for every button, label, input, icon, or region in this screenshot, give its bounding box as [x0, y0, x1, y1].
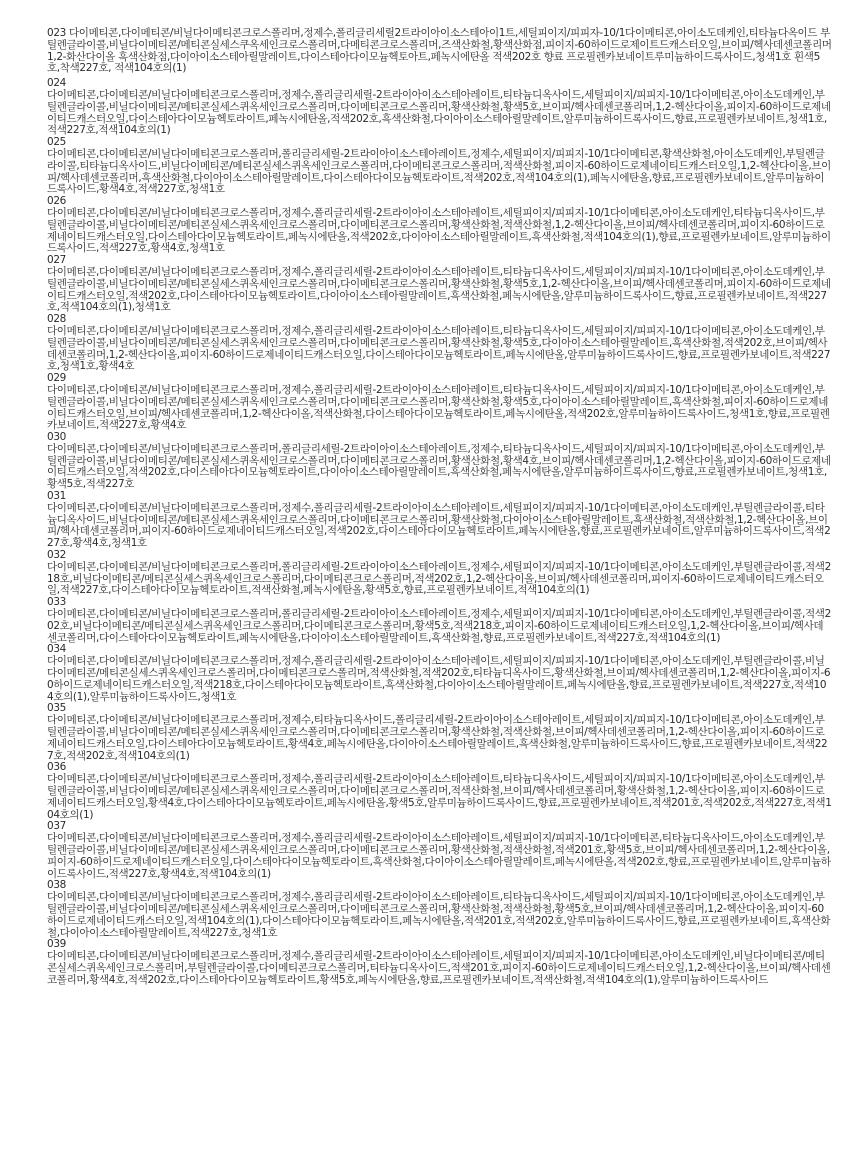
entry-number: 037 [47, 820, 66, 833]
ingredient-entry-035 [47, 703, 832, 762]
ingredient-entry-025 [47, 137, 832, 196]
ingredient-entry-039 [47, 939, 832, 986]
entry-number: 028 [47, 313, 66, 326]
entry-number: 034 [47, 643, 66, 656]
entry-ingredients: 다이메티콘,다이메티콘/비닐다이메티콘크로스폴리머,정제수,폴리글리세릴-2트라이아이소스테아레이트,세틸피이지/피피지-10/1다이메티콘,아이소도데케인,티타늄디옥사이드,부틸렌글라이콜,비닐다이메티콘/메티콘실세스퀴옥세인크로스폴리머,다이메티콘크로스폴리머,황색산화철,적색산화철,1,2-헥산다이올,브이피/헥사데센코폴리머,피이지-60하이드로제네이티드캐스터오일,다이스테아다이모늄헥토라이트,페녹시에탄올,적색202호,다이아이소스테아릴말레이트,흑색산화철,적색104호의(1),향료,프로필렌카보네이트,알루미늄하이드록사이드,적색227호,황색4호,청색1호 [47, 206, 831, 255]
ingredient-entry-034 [47, 644, 832, 703]
entry-number: 023 [47, 27, 66, 39]
entry-number: 038 [47, 879, 66, 892]
entry-number: 036 [47, 761, 66, 774]
entry-ingredients: 다이메티콘,다이메티콘/비닐다이메티콘크로스폴리머,정제수,폴리글리세릴-2트라이아이소스테아레이트,세틸피이지/피피지-10/1다이메티콘,아이소도데케인,비닐다이메티콘/메티콘실세스퀴옥세인크로스폴리머,부틸렌글라이콜,다이메티콘크로스폴리머,티타늄디옥사이드,적색201호,피이지-60하이드로제네이티드캐스터오일,1,2-헥산다이올,브이피/헥사데센코폴리머,황색4호,적색202호,다이스테아다이모늄헥토라이트,황색5호,페녹시에탄올,향료,프로필렌카보네이트,적색산화철,적색104호의(1),알루미늄하이드록사이드 [47, 950, 831, 986]
entry-ingredients: 다이메티콘,다이메티콘/비닐다이메티콘크로스폴리머,폴리글리세릴-2트라이아이소스테아레이트,정제수,세틸피이지/피피지-10/1다이메티콘,아이소도데케인,부틸렌글라이콜,적색218호,비닐다이메티콘/메티콘실세스퀴옥세인크로스폴리머,다이메티콘크로스폴리머,적색202호,1,2-헥산다이올,브이피/헥사데센코폴리머,피이지-60하이드로제네이티드캐스터오일,적색227호,다이스테아다이모늄헥토라이트,적색산화철,페녹시에탄올,황색5호,향료,프로필렌카보네이트,적색104호의(1) [47, 560, 831, 597]
entry-number: 027 [47, 254, 66, 267]
ingredient-entry-031 [47, 491, 832, 550]
entry-ingredients: 다이메티콘,다이메티콘/비닐다이메티콘크로스폴리머,정제수,티타늄디옥사이드,폴리글리세릴-2트라이아이소스테아레이트,세틸피이지/피피지-10/1다이메티콘,아이소도데케인,부틸렌글라이콜,비닐다이메티콘/메티콘실세스퀴옥세인크로스폴리머,다이메티콘크로스폴리머,황색산화철,적색산화철,브이피/헥사데센코폴리머,1,2-헥산다이올,피이지-60하이드로제네이티드캐스터오일,다이스테아다이모늄헥토라이트,황색4호,페녹시에탄올,다이아이소스테아릴말레이트,흑색산화철,알루미늄하이드록사이드,향료,프로필렌카보네이트,적색227호,적색202호,적색104호의(1) [47, 714, 828, 762]
ingredient-entry-037 [47, 821, 832, 880]
ingredient-entry-033 [47, 597, 832, 644]
entry-ingredients: 다이메티콘,다이메티콘/비닐다이메티콘크로스폴리머,정제수,폴리글리세릴2트라이아이소스테아이1트,세틸피이지/피피자-10/1다이메티콘,아이소도데케인,티타늄다옥이드 부틸렌글라이콜,비닐다이메티콘/메티콘실세스쿠옥세인크로스폴리머,다메티콘크로스폴리머,즈색산화철,황색산화점,피이지-60하이드로제이트드캐스터오일,브이피/헥사데센코폴리머1,2-화산다이올 흑색산화점,다이아이소스테아릴말레이트,다이스테아다이모늄헥토아트,페녹시에탄올 적색202호 향료 프로필렌카보네이트루미늄하이드록사이드,청색1호 흰색5호,착색227호, 적색104호의(1) [47, 27, 832, 75]
entry-ingredients: 다이메티콘,다이메티콘/비닐다이메티콘크로스폴리머,정제수,폴리글리세릴-2트라이아이소스테아레이트,티타늄디옥사이드,세틸피이지/피피지-10/1다이메티콘,아이소도데케인,부틸렌글라이콜,비닐다이메티콘/메티콘실세스퀴옥세인크로스폴리머,다이메티콘크로스폴리머,황색산화철,적색산화철,황색5호,브이피/헥사데센코폴리머,1,2-헥산다이올,피이지-60하이드로제네이티드캐스터오일,적색104호의(1),다이스테아다이모늄헥토라이트,페녹시에탄올,적색201호,적색202호,알루미늄하이드록사이드,향료,프로필렌카보네이트,흑색산화철,다이아이소스테아릴말레이트,적색227호,청색1호 [47, 891, 831, 939]
ingredient-entry-038 [47, 880, 832, 939]
entry-ingredients: 다이메티콘,다이메티콘/비닐다이메티콘크로스폴리머,정제수,폴리글리세릴-2트라이아이소스테아레이트,티타늄디옥사이드,세틸피이지/피피지-10/1다이메티콘,아이소도데케인,부틸렌글라이콜,비닐다이메티콘/메티콘실세스퀴옥세인크로스폴리머,다이메티콘크로스폴리머,황색산화철,황색5호,브이피/헥사데센코폴리머,1,2-헥산다이올,피이지-60하이드로제네이티드캐스터오일,다이스테아다이모늄헥토라이트,페녹시에탄올,적색202호,흑색산화철,다이아이소스테아릴말레이트,알루미늄하이드록사이드,향료,프로필렌카보네이트,청색1호,적색227호,적색104호의(1) [47, 88, 831, 137]
ingredient-entry-024 [47, 78, 832, 137]
entry-ingredients: 다이메티콘,다이메티콘/비닐다이메티콘크로스폴리머,정제수,폴리글리세릴-2트라이아이소스테아레이트,세틸피이지/피피지-10/1다이메티콘,아이소도데케인,부틸렌글라이콜,비닐다이메티콘/메티콘실세스퀴옥세인크로스폴리머,다이메티콘크로스폴리머,적색산화철,적색202호,티타늄디옥사이드,황색산화철,브이피/헥사데센코폴리머,1,2-헥산다이올,피이지-60하이드로제네이티드캐스터오일,적색218호,다이스테아다이모늄헥토라이트,흑색산화철,다이아이소스테아릴말레이트,페녹시에탄올,향료,프로필렌카보네이트,적색227호,적색104호의(1),알루미늄하이드록사이드,청색1호 [47, 655, 831, 703]
entry-ingredients: 다이메티콘,다이메티콘/비닐다이메티콘크로스폴리머,정제수,폴리글리세릴-2트라이아이소스테아레이트,티타늄디옥사이드,세틸피이지/피피지-10/1다이메티콘,아이소도데케인,부틸렌글라이콜,비닐다이메티콘/메티콘실세스퀴옥세인크로스폴리머,다이메티콘크로스폴리머,황색산화철,황색5호,다이아이소스테아릴말레이트,흑색산화철,적색202호,브이피/헥사데센코폴리머,1,2-헥산다이올,피이지-60하이드로제네이티드캐스터오일,다이스테아다이모늄헥토라이트,페녹시에탄올,알루미늄하이드록사이드,향료,프로필렌카보네이트,적색227호,청색1호,황색4호 [47, 324, 831, 373]
entry-ingredients: 다이메티콘,다이메티콘/비닐다이메티콘크로스폴리머,정제수,폴리글리세릴-2트라이아이소스테아레이트,티타늄디옥사이드,세틸피이지/피피지-10/1다이메티콘,아이소도데케인,부틸렌글라이콜,비닐다이메티콘/메티콘실세스퀴옥세인크로스폴리머,다이메티콘크로스폴리머,황색산화철,황색5호,1,2-헥산다이올,브이피/헥사데센코폴리머,피이지-60하이드로제네이티드캐스터오일,적색202호,다이스테아다이모늄헥토라이트,다이아이소스테아릴말레이트,흑색산화철,페녹시에탄올,알루미늄하이드록사이드,향료,프로필렌카보네이트,적색227호,적색104호의(1),청색1호 [47, 265, 831, 314]
ingredient-entry-027 [47, 255, 832, 314]
ingredient-entry-028 [47, 314, 832, 373]
entry-number: 033 [47, 596, 66, 609]
entry-ingredients: 다이메티콘,다이메티콘/비닐다이메티콘크로스폴리머,폴리글리세릴-2트라이아이소스테아레이트,정제수,티타늄디옥사이드,세틸피이지/피피지-10/1다이메티콘,아이소도데케인,부틸렌글라이콜,비닐다이메티콘/메티콘실세스퀴옥세인크로스폴리머,다이메티콘크로스폴리머,황색산화철,황색4호,브이피/헥사데센코폴리머,1,2-헥산다이올,피이지-60하이드로제네이티드캐스터오일,적색202호,다이스테아다이모늄헥토라이트,다이아이소스테아릴말레이트,흑색산화철,페녹시에탄올,알루미늄하이드록사이드,향료,프로필렌카보네이트,청색1호,황색5호,적색227호 [47, 442, 831, 491]
ingredient-entry-023 [47, 28, 832, 75]
entry-number: 029 [47, 372, 66, 385]
ingredient-entry-036 [47, 762, 832, 821]
ingredient-document [47, 28, 832, 987]
entry-number: 031 [47, 490, 66, 503]
entry-number: 024 [47, 77, 66, 90]
ingredient-entry-030 [47, 432, 832, 491]
entry-number: 039 [47, 938, 66, 951]
entry-number: 026 [47, 195, 66, 208]
entry-ingredients: 다이메티콘,다이메티콘/비닐다이메티콘크로스폴리머,정제수,폴리글리세릴-2트라이아이소스테아레이트,티타늄디옥사이드,세틸피이지/피피지-10/1다이메티콘,아이소도데케인,부틸렌글라이콜,비닐다이메티콘/메티콘실세스퀴옥세인크로스폴리머,다이메티콘크로스폴리머,황색산화철,황색5호,다이아이소스테아릴말레이트,흑색산화철,피이지-60하이드로제네이티드캐스터오일,브이피/헥사데센코폴리머,1,2-헥산다이올,적색산화철,다이스테아다이모늄헥토라이트,페녹시에탄올,적색202호,알루미늄하이드록사이드,청색1호,향료,프로필렌카보네이트,적색227호,황색4호 [47, 383, 830, 432]
entry-number: 035 [47, 702, 66, 715]
ingredient-entry-029 [47, 373, 832, 432]
ingredient-entry-032 [47, 550, 832, 597]
entry-number: 030 [47, 431, 66, 444]
entry-ingredients: 다이메티콘,다이메티콘/비닐다이메티콘크로스폴리머,폴리글리세릴-2트라이아이소스테아레이트,정제수,세틸피이지/피피지-10/1다이메티콘,황색산화철,아이소도데케인,부틸렌글라이콜,티타늄디옥사이드,비닐다이메티콘/메티콘실세스퀴옥세인크로스폴리머,다이메티콘크로스폴리머,적색산화철,피이지-60하이드로제네이티드캐스터오일,1,2-헥산다이올,브이피/헥사데센코폴리머,흑색산화철,다이아이소스테아릴말레이트,다이스테아다이모늄헥토라이트,적색202호,적색104호의(1),페녹시에탄올,향료,프로필렌카보네이트,알루미늄하이드록사이드,황색4호,적색227호,청색1호 [47, 147, 831, 196]
entry-ingredients: 다이메티콘,다이메티콘/비닐다이메티콘크로스폴리머,정제수,폴리글리세릴-2트라이아이소스테아레이트,티타늄디옥사이드,세틸피이지/피피지-10/1다이메티콘,아이소도데케인,부틸렌글라이콜,비닐다이메티콘/메티콘실세스퀴옥세인크로스폴리머,다이메티콘크로스폴리머,적색산화철,브이피/헥사데센코폴리머,황색산화철,1,2-헥산다이올,피이지-60하이드로제네이티드캐스터오일,황색4호,다이스테아다이모늄헥토라이트,페녹시에탄올,황색5호,알루미늄하이드록사이드,향료,프로필렌카보네이트,적색201호,적색202호,적색227호,적색104호의(1) [47, 773, 832, 821]
entry-number: 025 [47, 136, 66, 149]
entry-ingredients: 다이메티콘,다이메티콘/비닐다이메티콘크로스폴리머,폴리글리세릴-2트라이아이소스테아레이트,정제수,세틸피이지/피피지-10/1다이메티콘,아이소도데케인,부틸렌글라이콜,적색202호,비닐다이메티콘/메티콘실세스퀴옥세인크로스폴리머,다이메티콘크로스폴리머,황색5호,적색218호,피이지-60하이드로제네이티드캐스터오일,1,2-헥산다이올,브이피/헥사데센코폴리머,다이스테아다이모늄헥토라이트,페녹시에탄올,다이아이소스테아릴말레이트,흑색산화철,향료,프로필렌카보네이트,적색227호,적색104호의(1) [47, 608, 831, 644]
entry-ingredients: 다이메티콘,다이메티콘/비닐다이메티콘크로스폴리머,정제수,폴리글리세릴-2트라이아이소스테아레이트,세틸피이지/피피지-10/1다이메티콘,아이소도데케인,부틸렌글라이콜,티타늄디옥사이드,비닐다이메티콘/메티콘실세스퀴옥세인크로스폴리머,다이메티콘크로스폴리머,황색산화철,다이아이소스테아릴말레이트,흑색산화철,적색산화철,1,2-헥산다이올,브이피/헥사데센코폴리머,피이지-60하이드로제네이티드캐스터오일,적색202호,다이스테아다이모늄헥토라이트,페녹시에탄올,향료,프로필렌카보네이트,알루미늄하이드록사이드,적색227호,황색4호,청색1호 [47, 501, 831, 550]
entry-number: 032 [47, 549, 66, 562]
ingredient-entry-026 [47, 196, 832, 255]
entry-ingredients: 다이메티콘,다이메티콘/비닐다이메티콘크로스폴리머,정제수,폴리글리세릴-2트라이아이소스테아레이트,세틸피이지/피피지-10/1다이메티콘,티타늄디옥사이드,아이소도데케인,부틸렌글라이콜,비닐다이메티콘/메티콘실세스퀴옥세인크로스폴리머,다이메티콘크로스폴리머,황색산화철,적색산화철,적색201호,황색5호,브이피/헥사데센코폴리머,1,2-헥산다이올,피이지-60하이드로제네이티드캐스터오일,다이스테아다이모늄헥토라이트,흑색산화철,다이아이소스테아릴말레이트,페녹시에탄올,적색202호,향료,프로필렌카보네이트,알루미늄하이드록사이드,적색227호,황색4호,적색104호의(1) [47, 832, 831, 880]
